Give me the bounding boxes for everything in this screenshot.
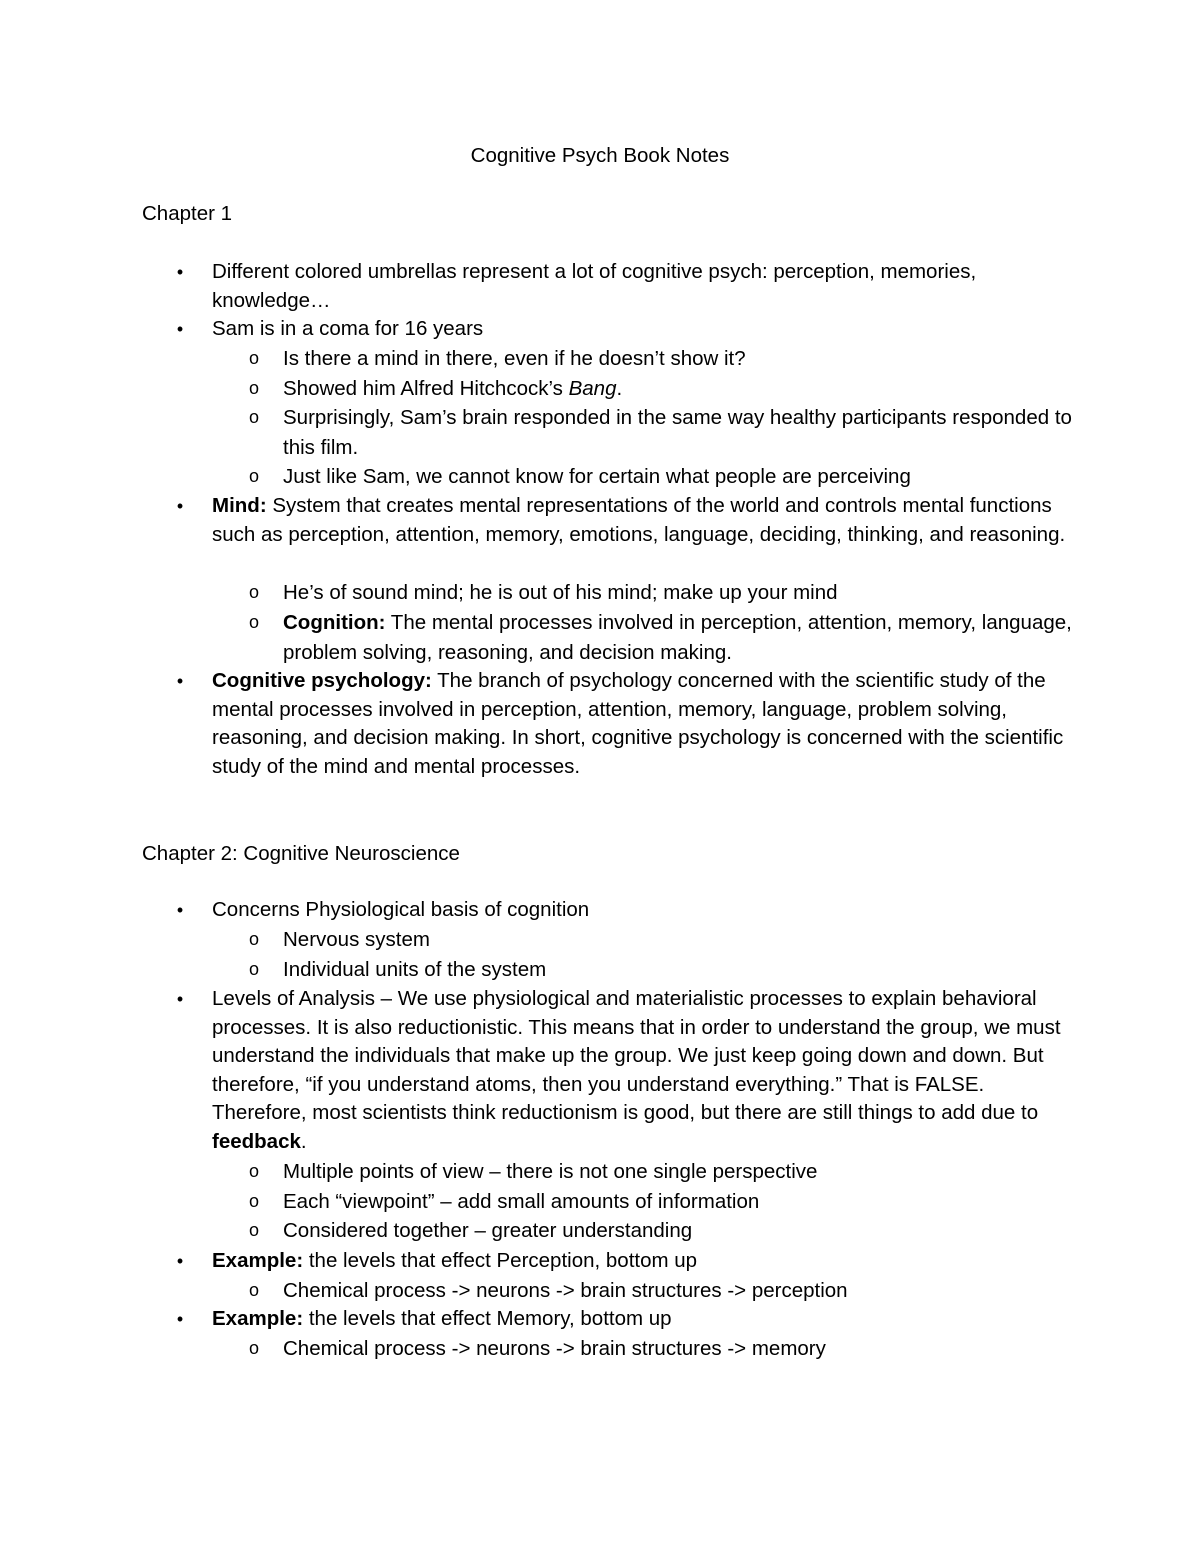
list-item: Concerns Physiological basis of cognition <box>212 898 590 921</box>
term-example: Example: <box>212 1307 304 1330</box>
chapter-1-heading: Chapter 1 <box>142 202 233 225</box>
bullet-icon: • <box>176 1251 184 1271</box>
sub-list-item: He’s of sound mind; he is out of his mind; make up your mind <box>283 581 838 604</box>
sub-list-item <box>283 608 1083 667</box>
sub-list-item: Each “viewpoint” – add small amounts of information <box>283 1190 760 1213</box>
circle-bullet-icon: o <box>248 1280 259 1300</box>
term-feedback: feedback <box>212 1129 301 1153</box>
chapter-2-heading: Chapter 2: Cognitive Neuroscience <box>142 842 460 865</box>
circle-bullet-icon: o <box>248 378 259 398</box>
list-item-text: Levels of Analysis – We use physiological and materialistic processes to explain behavioral processes. It is also reductionistic. This means that in order to understand the group, we must understand the individuals that make up the group. We just keep going down and down. But therefore, “if you understand atoms, then you understand everything.” That is FALSE. Therefore, most scientists think reductionism is good, but there are still things to add due to <box>212 987 1061 1124</box>
list-item-text: the levels that effect Perception, bottom up <box>303 1249 698 1272</box>
list-item <box>212 1305 1072 1334</box>
film-title: Bang <box>568 377 617 400</box>
list-item <box>212 1247 1072 1276</box>
bullet-icon: • <box>176 989 184 1009</box>
circle-bullet-icon: o <box>248 612 259 632</box>
circle-bullet-icon: o <box>248 959 259 979</box>
list-item-text: . <box>300 1129 307 1153</box>
term-mind: Mind: <box>212 494 267 517</box>
sub-list-item-text: . <box>616 377 623 400</box>
circle-bullet-icon: o <box>248 1338 259 1358</box>
term-example: Example: <box>212 1249 304 1272</box>
bullet-icon: • <box>176 262 184 282</box>
circle-bullet-icon: o <box>248 407 259 427</box>
circle-bullet-icon: o <box>248 348 259 368</box>
list-item <box>212 492 1072 549</box>
document-title: Cognitive Psych Book Notes <box>470 144 730 167</box>
bullet-icon: • <box>176 900 184 920</box>
list-item: Sam is in a coma for 16 years <box>212 317 484 340</box>
sub-list-item: Just like Sam, we cannot know for certain what people are perceiving <box>283 465 911 488</box>
bullet-icon: • <box>176 319 184 339</box>
list-item <box>212 985 1072 1156</box>
circle-bullet-icon: o <box>248 1220 259 1240</box>
bullet-icon: • <box>176 1309 184 1329</box>
sub-list-item: Surprisingly, Sam’s brain responded in the same way healthy participants responded to this film. <box>283 406 1072 459</box>
bullet-icon: • <box>176 671 184 691</box>
list-item-text: the levels that effect Memory, bottom up <box>303 1307 672 1330</box>
sub-list-item: Nervous system <box>283 928 430 951</box>
list-item-text: The branch of psychology concerned with the scientific study of the mental processes involved in perception, attention, memory, language, problem solving, reasoning, and decision making. In short, cognitive psychology is concerned with the scientific study of the mind and mental processes. <box>212 669 1064 778</box>
circle-bullet-icon: o <box>248 1161 259 1181</box>
sub-list-item: Is there a mind in there, even if he doesn’t show it? <box>283 347 746 370</box>
circle-bullet-icon: o <box>248 929 259 949</box>
sub-list-item: Considered together – greater understanding <box>283 1219 693 1242</box>
list-item-text: System that creates mental representations of the world and controls mental functions such as perception, attention, memory, emotions, language, deciding, thinking, and reasoning. <box>212 494 1066 546</box>
circle-bullet-icon: o <box>248 1191 259 1211</box>
circle-bullet-icon: o <box>248 466 259 486</box>
list-item: Different colored umbrellas represent a lot of cognitive psych: perception, memories, knowledge… <box>212 260 977 312</box>
sub-list-item-text: Showed him Alfred Hitchcock’s <box>283 377 569 400</box>
term-cognition: Cognition: <box>283 611 386 634</box>
sub-list-item: Chemical process -> neurons -> brain structures -> perception <box>283 1279 848 1302</box>
sub-list-item: Individual units of the system <box>283 958 547 981</box>
list-item <box>212 667 1072 781</box>
bullet-icon: • <box>176 496 184 516</box>
sub-list-item: Chemical process -> neurons -> brain structures -> memory <box>283 1337 826 1360</box>
sub-list-item: Multiple points of view – there is not one single perspective <box>283 1160 818 1183</box>
term-cognitive-psychology: Cognitive psychology: <box>212 669 432 692</box>
sub-list-item <box>283 374 1083 404</box>
circle-bullet-icon: o <box>248 582 259 602</box>
sub-list-item-text: The mental processes involved in perception, attention, memory, language, problem solving, reasoning, and decision making. <box>283 611 1072 664</box>
